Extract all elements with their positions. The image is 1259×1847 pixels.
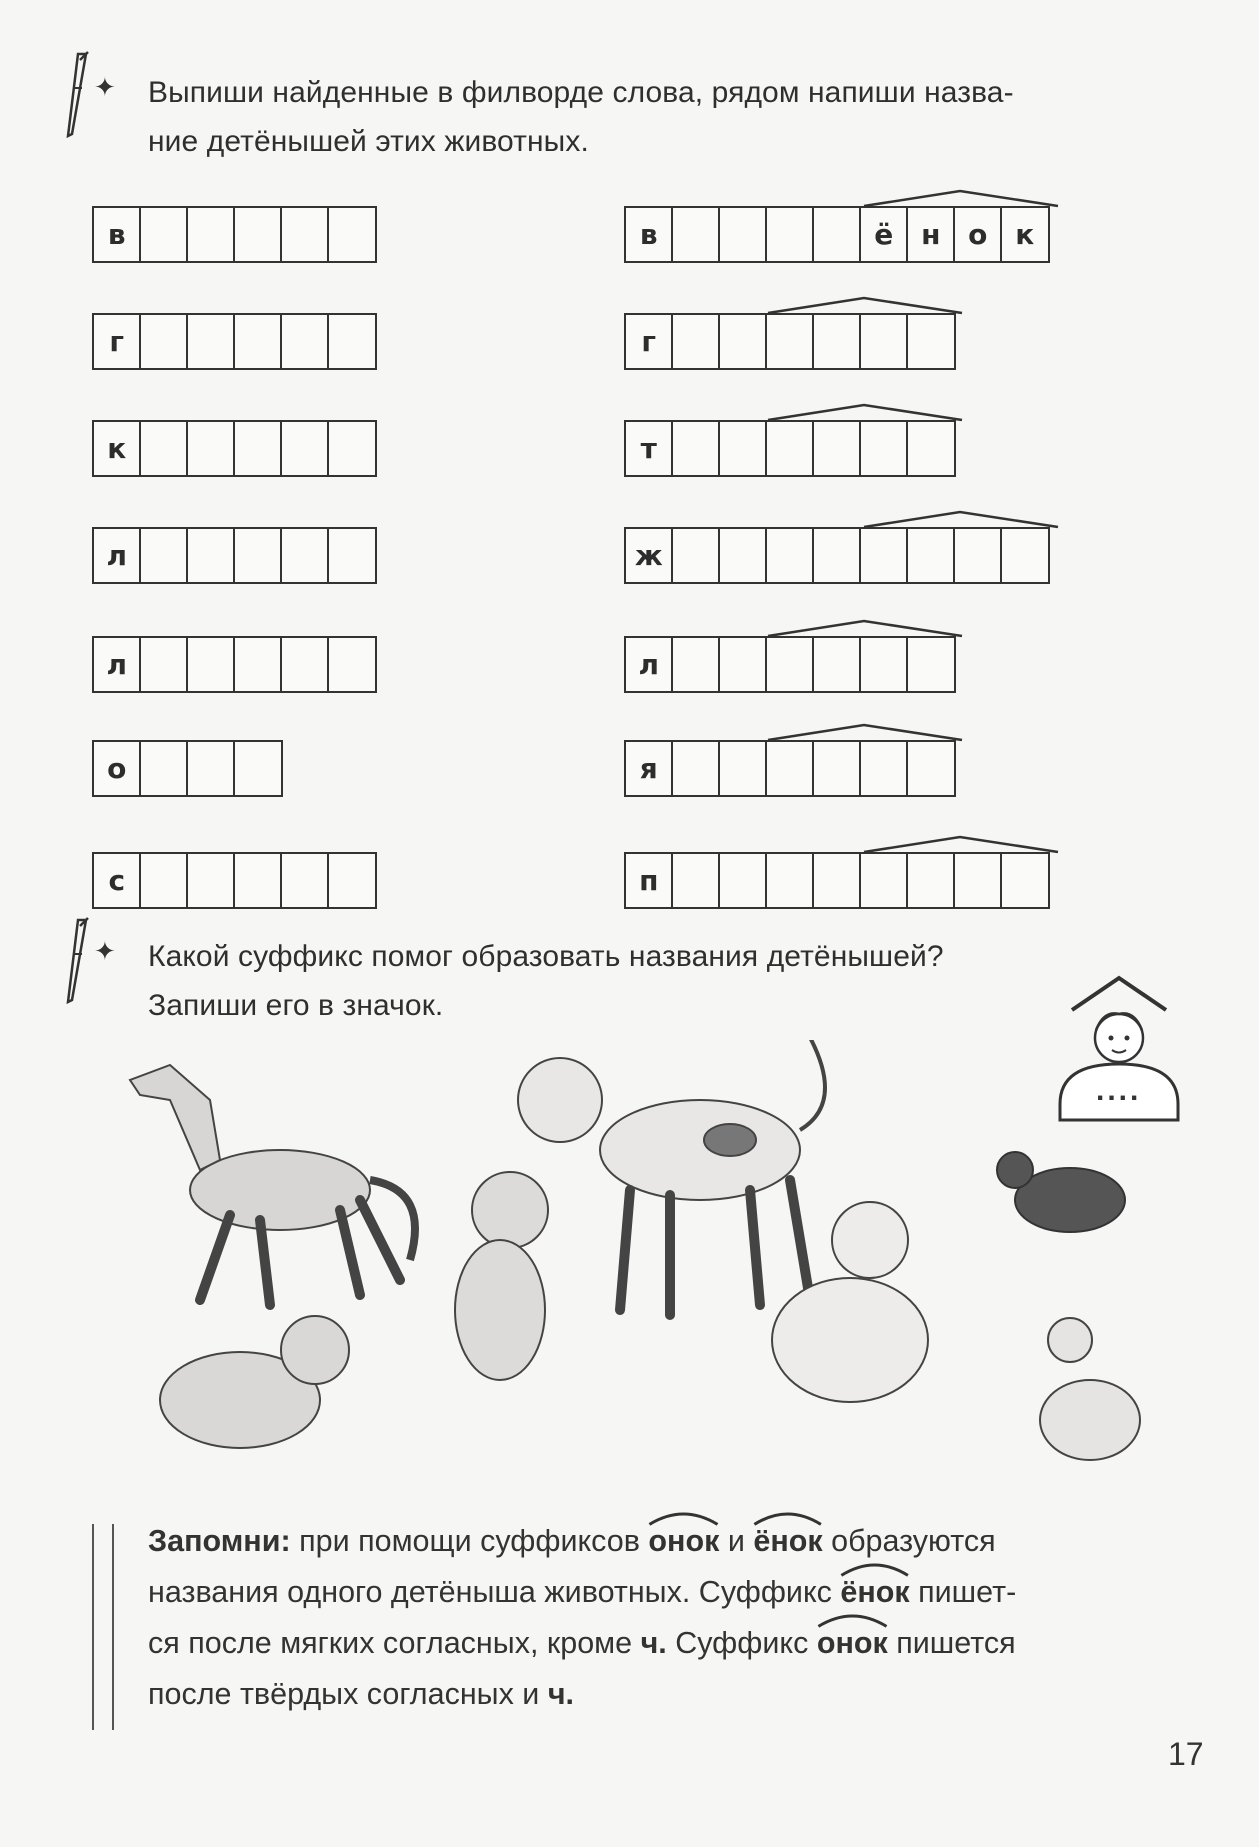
letter-cell-first: с [92, 852, 142, 909]
suffix-onok: онок [648, 1516, 719, 1567]
left-word-row [92, 527, 377, 584]
memo-text: при помощи суффиксов [290, 1524, 649, 1558]
letter-cell[interactable] [718, 527, 768, 584]
right-word-row [624, 527, 1050, 584]
memo-title: Запомни: [148, 1524, 291, 1558]
suffix-arc-icon [817, 1612, 888, 1628]
suffix-enok: ёнок [840, 1567, 909, 1618]
letter-cell[interactable]: н [906, 206, 956, 263]
letter-cell[interactable] [233, 420, 283, 477]
letter-cell[interactable] [906, 852, 956, 909]
letter-cell[interactable] [139, 527, 189, 584]
letter-cell[interactable] [671, 527, 721, 584]
memo-text: названия одного детёныша животных. Суффикс [148, 1575, 841, 1609]
letter-cell[interactable]: ё [859, 206, 909, 263]
letter-cell-first: в [92, 206, 142, 263]
letter-cell[interactable] [953, 527, 1003, 584]
memo-bar [92, 1524, 114, 1730]
letter-cell[interactable] [671, 313, 721, 370]
memo-line3 [148, 1618, 1188, 1669]
letter-cell[interactable] [812, 527, 862, 584]
animals-illustration [110, 1040, 1170, 1500]
letter-cell-first: в [624, 206, 674, 263]
left-word-row [92, 313, 377, 370]
memo-ch: ч. [640, 1626, 667, 1660]
letter-cell[interactable] [671, 852, 721, 909]
letter-cell-first: г [624, 313, 674, 370]
letter-cell[interactable] [718, 636, 768, 693]
letter-cell[interactable] [812, 636, 862, 693]
memo-block [148, 1516, 1188, 1720]
left-word-row [92, 852, 377, 909]
memo-text: ся после мягких согласных, кроме [148, 1626, 641, 1660]
right-word-row [624, 206, 1050, 263]
letter-cell[interactable] [280, 527, 330, 584]
letter-cell[interactable] [233, 206, 283, 263]
letter-cell[interactable] [233, 636, 283, 693]
letter-cell[interactable] [327, 420, 377, 477]
suffix-roof-icon [624, 618, 970, 638]
letter-cell[interactable] [906, 740, 956, 797]
letter-cell[interactable] [859, 313, 909, 370]
letter-cell[interactable] [765, 740, 815, 797]
memo-text: пишется [887, 1626, 1016, 1660]
letter-cell[interactable] [906, 420, 956, 477]
letter-cell[interactable] [671, 420, 721, 477]
task1-line2: ние детёнышей этих животных. [148, 125, 589, 158]
letter-cell[interactable] [718, 313, 768, 370]
pen-icon [58, 914, 94, 1006]
letter-cell[interactable] [186, 313, 236, 370]
letter-cell[interactable] [139, 313, 189, 370]
letter-cell[interactable] [327, 527, 377, 584]
letter-cell[interactable] [671, 636, 721, 693]
star-icon: ✦ [94, 936, 116, 966]
letter-cell-first: к [92, 420, 142, 477]
letter-cell[interactable] [280, 420, 330, 477]
task1-line1: Выпиши найденные в филворде слова, рядом напиши назва- [148, 76, 1014, 109]
suffix-arc-icon [648, 1510, 719, 1526]
letter-cell-first: о [92, 740, 142, 797]
task2-line1: Какой суффикс помог образовать названия детёнышей? [148, 940, 944, 973]
letter-cell[interactable] [233, 852, 283, 909]
memo-line4 [148, 1669, 1188, 1720]
task2-line2: Запиши его в значок. [148, 989, 444, 1022]
letter-cell[interactable] [233, 740, 283, 797]
letter-cell[interactable] [671, 740, 721, 797]
right-word-row [624, 740, 956, 797]
letter-cell[interactable] [906, 636, 956, 693]
star-icon: ✦ [94, 72, 116, 102]
letter-cell[interactable] [1000, 527, 1050, 584]
memo-line2 [148, 1567, 1188, 1618]
letter-cell[interactable] [280, 206, 330, 263]
letter-cell[interactable] [233, 527, 283, 584]
suffix-roof-icon [624, 834, 1066, 854]
letter-cell[interactable] [671, 206, 721, 263]
memo-text: после твёрдых согласных и [148, 1677, 548, 1711]
letter-cell[interactable] [280, 852, 330, 909]
memo-text: пишет- [909, 1575, 1017, 1609]
letter-cell[interactable] [233, 313, 283, 370]
duckling-icon [1040, 1318, 1140, 1460]
suffix-arc-icon [840, 1561, 909, 1577]
letter-cell[interactable] [859, 852, 909, 909]
right-word-row [624, 313, 956, 370]
letter-cell[interactable] [186, 527, 236, 584]
letter-cell-first: ж [624, 527, 674, 584]
page-number: 17 [1168, 1736, 1204, 1772]
letter-cell[interactable] [327, 636, 377, 693]
suffix-onok: онок [817, 1618, 888, 1669]
letter-cell[interactable] [139, 420, 189, 477]
letter-cell[interactable] [186, 636, 236, 693]
calf-icon [518, 1040, 825, 1315]
letter-cell[interactable] [718, 740, 768, 797]
pen-icon [58, 48, 94, 140]
letter-cell[interactable] [812, 852, 862, 909]
suffix-roof-icon [624, 188, 1066, 208]
letter-cell[interactable]: к [1000, 206, 1050, 263]
letter-cell[interactable] [186, 420, 236, 477]
letter-cell-first: я [624, 740, 674, 797]
letter-cell-first: т [624, 420, 674, 477]
crow-icon [997, 1152, 1125, 1232]
letter-cell[interactable] [812, 206, 862, 263]
left-word-row [92, 636, 377, 693]
memo-text: образуются [822, 1524, 996, 1558]
letter-cell[interactable] [718, 206, 768, 263]
letter-cell[interactable] [859, 636, 909, 693]
letter-cell[interactable] [186, 206, 236, 263]
letter-cell[interactable] [139, 852, 189, 909]
letter-cell[interactable] [280, 636, 330, 693]
right-word-row [624, 636, 956, 693]
letter-cell[interactable] [1000, 852, 1050, 909]
letter-cell[interactable]: о [953, 206, 1003, 263]
letter-cell[interactable] [765, 420, 815, 477]
suffix-roof-icon [624, 402, 970, 422]
letter-cell[interactable] [765, 313, 815, 370]
suffix-arc-icon [753, 1510, 822, 1526]
suffix-enok: ёнок [753, 1516, 822, 1567]
letter-cell-first: п [624, 852, 674, 909]
right-word-row [624, 420, 956, 477]
letter-cell[interactable] [953, 852, 1003, 909]
suffix-roof-icon [624, 722, 970, 742]
letter-cell[interactable] [765, 527, 815, 584]
letter-cell[interactable] [718, 852, 768, 909]
letter-cell-first: л [624, 636, 674, 693]
letter-cell[interactable] [812, 420, 862, 477]
letter-cell-first: л [92, 636, 142, 693]
memo-ch: ч. [547, 1677, 575, 1711]
suffix-badge-text: .... [1096, 1074, 1142, 1107]
letter-cell[interactable] [906, 313, 956, 370]
memo-line1 [148, 1516, 1188, 1567]
letter-cell[interactable] [139, 206, 189, 263]
letter-cell[interactable] [327, 852, 377, 909]
piglet-icon [160, 1316, 349, 1448]
letter-cell[interactable] [186, 740, 236, 797]
letter-cell[interactable] [718, 420, 768, 477]
left-word-row [92, 420, 377, 477]
letter-cell-first: г [92, 313, 142, 370]
letter-cell[interactable] [859, 527, 909, 584]
letter-cell[interactable] [765, 636, 815, 693]
letter-cell[interactable] [765, 852, 815, 909]
foal-icon [130, 1065, 415, 1305]
right-word-row [624, 852, 1050, 909]
letter-cell[interactable] [327, 313, 377, 370]
letter-cell[interactable] [812, 740, 862, 797]
letter-cell[interactable] [859, 420, 909, 477]
suffix-roof-icon [624, 509, 1066, 529]
letter-cell[interactable] [812, 313, 862, 370]
task2-text [148, 932, 944, 1030]
letter-cell[interactable] [139, 636, 189, 693]
letter-cell[interactable] [186, 852, 236, 909]
letter-cell[interactable] [280, 313, 330, 370]
task1-text [148, 68, 1014, 166]
suffix-roof-icon [624, 295, 970, 315]
left-word-row [92, 740, 283, 797]
letter-cell[interactable] [906, 527, 956, 584]
left-word-row [92, 206, 377, 263]
letter-cell[interactable] [327, 206, 377, 263]
memo-text: и [719, 1524, 754, 1558]
letter-cell-first: л [92, 527, 142, 584]
letter-cell[interactable] [765, 206, 815, 263]
letter-cell[interactable] [139, 740, 189, 797]
memo-text: Суффикс [666, 1626, 817, 1660]
lion-cub-icon [455, 1172, 548, 1380]
letter-cell[interactable] [859, 740, 909, 797]
